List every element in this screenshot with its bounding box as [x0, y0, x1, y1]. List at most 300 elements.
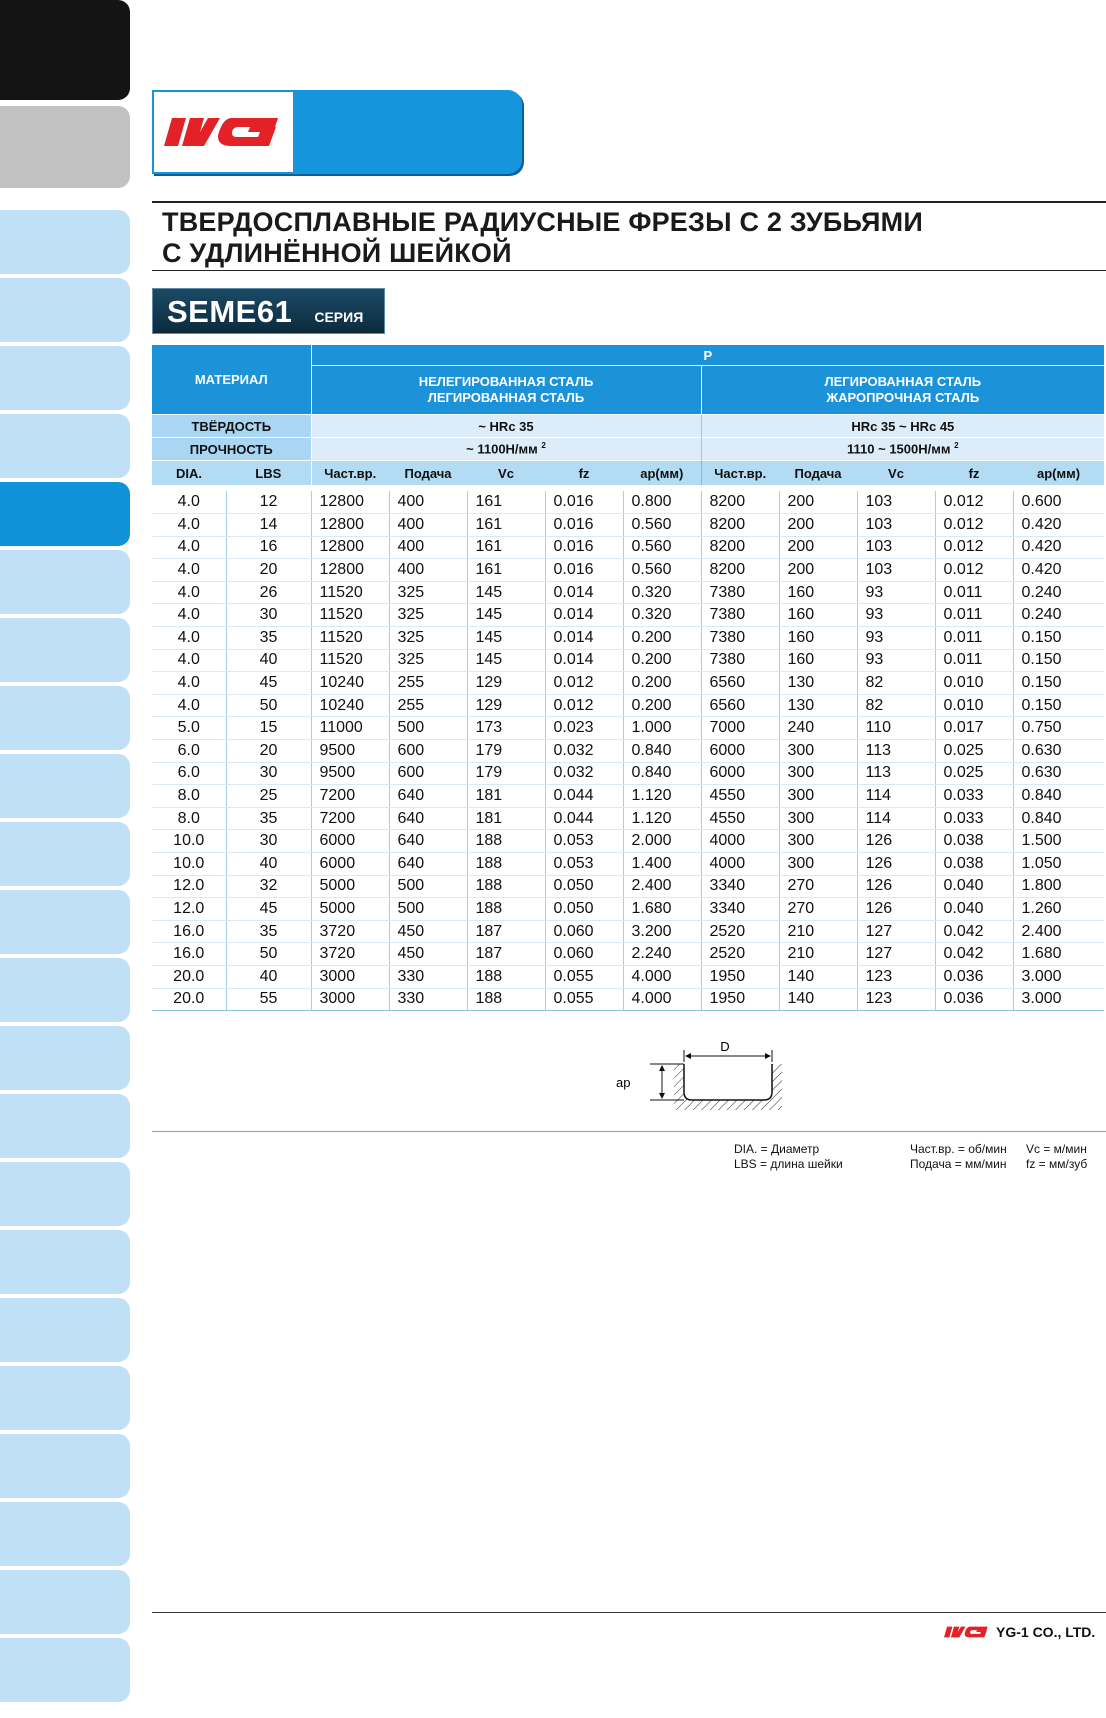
table-cell: 600 [389, 762, 467, 785]
side-tab [0, 618, 130, 682]
side-tab [0, 0, 130, 100]
table-cell: 0.036 [935, 965, 1013, 988]
table-cell: 9500 [311, 740, 389, 763]
table-cell: 26 [226, 581, 311, 604]
table-cell: 640 [389, 830, 467, 853]
table-cell: 0.016 [545, 491, 623, 514]
table-row [152, 491, 1104, 514]
table-cell: 0.012 [545, 694, 623, 717]
table-cell: 6000 [311, 853, 389, 876]
table-cell: 0.200 [623, 649, 701, 672]
table-row [152, 920, 1104, 943]
table-cell: 0.011 [935, 604, 1013, 627]
side-tab [0, 686, 130, 750]
table-row [152, 694, 1104, 717]
table-cell: 6000 [311, 830, 389, 853]
table-cell: 0.150 [1013, 627, 1104, 650]
column-header-row [152, 461, 1104, 486]
table-cell: 7000 [701, 717, 779, 740]
table-cell: 40 [226, 853, 311, 876]
table-cell: 181 [467, 785, 545, 808]
legend-fz: fz = мм/зуб [1026, 1157, 1088, 1171]
table-cell: 2520 [701, 920, 779, 943]
table-cell: 300 [779, 762, 857, 785]
table-cell: 240 [779, 717, 857, 740]
table-cell: 10240 [311, 694, 389, 717]
table-cell: 0.038 [935, 853, 1013, 876]
table-cell: 5000 [311, 898, 389, 921]
column-header: Vc [467, 461, 545, 486]
table-cell: 11520 [311, 604, 389, 627]
table-cell: 0.040 [935, 875, 1013, 898]
group2-header [701, 366, 1104, 415]
table-cell: 0.240 [1013, 581, 1104, 604]
table-cell: 82 [857, 672, 935, 695]
table-cell: 14 [226, 514, 311, 537]
table-cell: 4000 [701, 830, 779, 853]
table-cell: 55 [226, 988, 311, 1011]
table-cell: 25 [226, 785, 311, 808]
legend-col3 [1026, 1142, 1087, 1172]
table-cell: 11000 [311, 717, 389, 740]
table-cell: 16.0 [152, 920, 226, 943]
table-cell: 7380 [701, 649, 779, 672]
table-cell: 400 [389, 536, 467, 559]
side-tab [0, 278, 130, 342]
ap-label: ap [616, 1075, 631, 1090]
table-cell: 4.0 [152, 694, 226, 717]
table-cell: 450 [389, 943, 467, 966]
table-cell: 0.014 [545, 649, 623, 672]
table-cell: 30 [226, 604, 311, 627]
table-cell: 500 [389, 875, 467, 898]
column-header: Част.вр. [311, 461, 389, 486]
table-cell: 0.050 [545, 875, 623, 898]
table-cell: 110 [857, 717, 935, 740]
table-cell: 500 [389, 898, 467, 921]
title-top-rule [152, 201, 1106, 203]
table-cell: 188 [467, 988, 545, 1011]
table-cell: 20 [226, 740, 311, 763]
table-body [152, 491, 1104, 1011]
table-cell: 15 [226, 717, 311, 740]
table-cell: 2.400 [623, 875, 701, 898]
side-tab [0, 822, 130, 886]
table-cell: 188 [467, 830, 545, 853]
table-cell: 0.016 [545, 559, 623, 582]
table-cell: 126 [857, 853, 935, 876]
side-tab [0, 1366, 130, 1430]
table-row [152, 514, 1104, 537]
table-cell: 0.042 [935, 943, 1013, 966]
table-cell: 145 [467, 627, 545, 650]
table-cell: 0.036 [935, 988, 1013, 1011]
table-cell: 161 [467, 514, 545, 537]
table-cell: 129 [467, 694, 545, 717]
table-cell: 187 [467, 943, 545, 966]
table-cell: 1.120 [623, 807, 701, 830]
table-cell: 12800 [311, 536, 389, 559]
table-cell: 325 [389, 627, 467, 650]
column-header: ap(мм) [1013, 461, 1104, 486]
table-cell: 103 [857, 491, 935, 514]
legend-col2 [910, 1142, 1007, 1172]
table-row [152, 898, 1104, 921]
table-cell: 160 [779, 649, 857, 672]
table-cell: 20 [226, 559, 311, 582]
table-cell: 0.150 [1013, 694, 1104, 717]
table-cell: 0.200 [623, 627, 701, 650]
table-cell: 640 [389, 807, 467, 830]
table-cell: 0.033 [935, 785, 1013, 808]
yg-logo-icon [164, 112, 284, 152]
table-cell: 7380 [701, 581, 779, 604]
side-tab [0, 1026, 130, 1090]
table-cell: 270 [779, 875, 857, 898]
side-tab [0, 1434, 130, 1498]
table-cell: 82 [857, 694, 935, 717]
table-cell: 160 [779, 604, 857, 627]
material-header: МАТЕРИАЛ [152, 345, 311, 415]
table-cell: 300 [779, 807, 857, 830]
column-header: fz [935, 461, 1013, 486]
column-header: ap(мм) [623, 461, 701, 486]
table-cell: 0.010 [935, 694, 1013, 717]
table-cell: 0.025 [935, 740, 1013, 763]
group1-hardness: ~ HRc 35 [311, 415, 701, 438]
table-row [152, 830, 1104, 853]
table-cell: 12.0 [152, 898, 226, 921]
table-cell: 181 [467, 807, 545, 830]
table-cell: 140 [779, 965, 857, 988]
table-cell: 0.012 [545, 672, 623, 695]
table-cell: 0.800 [623, 491, 701, 514]
table-cell: 35 [226, 920, 311, 943]
table-cell: 140 [779, 988, 857, 1011]
ap-diagram [610, 1040, 790, 1115]
table-cell: 3340 [701, 875, 779, 898]
table-cell: 1950 [701, 965, 779, 988]
side-tab [0, 890, 130, 954]
table-cell: 93 [857, 627, 935, 650]
table-cell: 0.420 [1013, 559, 1104, 582]
table-cell: 4.000 [623, 965, 701, 988]
column-header: Подача [389, 461, 467, 486]
table-cell: 3.200 [623, 920, 701, 943]
table-cell: 3.000 [1013, 988, 1104, 1011]
table-cell: 300 [779, 830, 857, 853]
side-tab [0, 958, 130, 1022]
table-cell: 3000 [311, 988, 389, 1011]
group1-strength-exp: 2 [541, 441, 546, 451]
table-cell: 1.680 [623, 898, 701, 921]
legend-rule [152, 1131, 1106, 1132]
table-cell: 1.400 [623, 853, 701, 876]
table-cell: 0.600 [1013, 491, 1104, 514]
table-cell: 103 [857, 514, 935, 537]
table-cell: 0.016 [545, 514, 623, 537]
table-cell: 0.044 [545, 807, 623, 830]
table-cell: 0.017 [935, 717, 1013, 740]
table-cell: 6.0 [152, 762, 226, 785]
column-header: DIA. [152, 461, 226, 486]
table-cell: 8.0 [152, 785, 226, 808]
table-cell: 12800 [311, 491, 389, 514]
workpiece-hatch [674, 1064, 782, 1110]
table-cell: 4.0 [152, 627, 226, 650]
table-cell: 0.014 [545, 627, 623, 650]
table-cell: 7380 [701, 627, 779, 650]
series-word: СЕРИЯ [314, 309, 364, 325]
table-cell: 0.320 [623, 604, 701, 627]
column-header: Vc [857, 461, 935, 486]
table-cell: 103 [857, 559, 935, 582]
table-cell: 0.011 [935, 581, 1013, 604]
table-row [152, 762, 1104, 785]
table-cell: 20.0 [152, 965, 226, 988]
table-cell: 30 [226, 762, 311, 785]
table-cell: 450 [389, 920, 467, 943]
table-cell: 113 [857, 762, 935, 785]
table-cell: 400 [389, 514, 467, 537]
column-header: Подача [779, 461, 857, 486]
table-cell: 50 [226, 694, 311, 717]
table-cell: 0.630 [1013, 762, 1104, 785]
group2-strength-exp: 2 [954, 441, 959, 451]
table-cell: 8200 [701, 559, 779, 582]
legend-col1 [734, 1142, 843, 1172]
table-cell: 0.033 [935, 807, 1013, 830]
table-row [152, 943, 1104, 966]
table-cell: 40 [226, 965, 311, 988]
table-cell: 3720 [311, 920, 389, 943]
footer-brand [944, 1624, 1095, 1640]
table-row [152, 965, 1104, 988]
yg-logo [152, 90, 295, 174]
table-cell: 93 [857, 649, 935, 672]
table-cell: 0.014 [545, 604, 623, 627]
table-cell: 4.0 [152, 559, 226, 582]
group2-line1: ЛЕГИРОВАННАЯ СТАЛЬ [824, 374, 982, 389]
table-cell: 10240 [311, 672, 389, 695]
table-cell: 6560 [701, 694, 779, 717]
table-cell: 130 [779, 694, 857, 717]
table-cell: 4550 [701, 807, 779, 830]
page-title [162, 207, 923, 269]
table-cell: 6560 [701, 672, 779, 695]
table-cell: 161 [467, 559, 545, 582]
table-cell: 0.560 [623, 514, 701, 537]
table-cell: 500 [389, 717, 467, 740]
table-cell: 0.053 [545, 830, 623, 853]
table-cell: 4.0 [152, 536, 226, 559]
table-cell: 330 [389, 988, 467, 1011]
table-cell: 0.040 [935, 898, 1013, 921]
side-tab [0, 1298, 130, 1362]
table-cell: 300 [779, 785, 857, 808]
table-cell: 32 [226, 875, 311, 898]
legend-vc: Vc = м/мин [1026, 1142, 1087, 1156]
table-row [152, 627, 1104, 650]
column-header: fz [545, 461, 623, 486]
table-cell: 173 [467, 717, 545, 740]
table-cell: 50 [226, 943, 311, 966]
table-row [152, 581, 1104, 604]
side-tab [0, 106, 130, 188]
table-cell: 160 [779, 581, 857, 604]
side-tab [0, 482, 130, 546]
table-cell: 1.680 [1013, 943, 1104, 966]
table-cell: 1.050 [1013, 853, 1104, 876]
side-tab [0, 1570, 130, 1634]
table-cell: 4000 [701, 853, 779, 876]
table-cell: 0.200 [623, 694, 701, 717]
table-cell: 0.060 [545, 943, 623, 966]
table-cell: 0.012 [935, 536, 1013, 559]
table-cell: 1.800 [1013, 875, 1104, 898]
table-cell: 8200 [701, 536, 779, 559]
table-cell: 45 [226, 672, 311, 695]
table-cell: 0.150 [1013, 672, 1104, 695]
table-cell: 40 [226, 649, 311, 672]
table-cell: 600 [389, 740, 467, 763]
column-header: LBS [226, 461, 311, 486]
group2-strength [701, 438, 1104, 461]
legend-lbs: LBS = длина шейки [734, 1157, 843, 1171]
table-cell: 188 [467, 853, 545, 876]
table-cell: 0.560 [623, 536, 701, 559]
table-row [152, 672, 1104, 695]
table-cell: 0.840 [623, 762, 701, 785]
page-title-line1: ТВЕРДОСПЛАВНЫЕ РАДИУСНЫЕ ФРЕЗЫ С 2 ЗУБЬЯМИ [162, 207, 923, 237]
series-code: SEME61 [167, 294, 293, 329]
table-cell: 9500 [311, 762, 389, 785]
table-cell: 187 [467, 920, 545, 943]
side-tab [0, 346, 130, 410]
table-cell: 0.840 [623, 740, 701, 763]
table-cell: 0.240 [1013, 604, 1104, 627]
footer-company: YG-1 CO., LTD. [996, 1624, 1096, 1640]
table-cell: 0.011 [935, 649, 1013, 672]
table-cell: 2.000 [623, 830, 701, 853]
group2-line2: ЖАРОПРОЧНАЯ СТАЛЬ [826, 390, 980, 405]
table-cell: 7200 [311, 807, 389, 830]
table-cell: 8200 [701, 491, 779, 514]
table-cell: 2520 [701, 943, 779, 966]
group1-header [311, 366, 701, 415]
table-cell: 10.0 [152, 853, 226, 876]
table-cell: 123 [857, 988, 935, 1011]
group1-line1: НЕЛЕГИРОВАННАЯ СТАЛЬ [418, 374, 594, 389]
table-cell: 1.120 [623, 785, 701, 808]
table-row [152, 559, 1104, 582]
table-cell: 127 [857, 943, 935, 966]
table-cell: 0.060 [545, 920, 623, 943]
table-row [152, 649, 1104, 672]
table-cell: 103 [857, 536, 935, 559]
table-cell: 129 [467, 672, 545, 695]
table-cell: 0.055 [545, 965, 623, 988]
table-cell: 4.0 [152, 672, 226, 695]
side-tab [0, 1638, 130, 1702]
table-row [152, 785, 1104, 808]
side-tab [0, 414, 130, 478]
table-cell: 6000 [701, 740, 779, 763]
table-cell: 0.053 [545, 853, 623, 876]
cutting-data-table [152, 345, 1104, 1011]
legend-feed: Подача = мм/мин [910, 1157, 1007, 1171]
table-cell: 0.012 [935, 559, 1013, 582]
table-cell: 255 [389, 694, 467, 717]
table-cell: 325 [389, 649, 467, 672]
table-cell: 7380 [701, 604, 779, 627]
table-cell: 188 [467, 898, 545, 921]
table-cell: 130 [779, 672, 857, 695]
table-cell: 210 [779, 943, 857, 966]
table-cell: 2.400 [1013, 920, 1104, 943]
table-cell: 16.0 [152, 943, 226, 966]
table-cell: 30 [226, 830, 311, 853]
table-cell: 5000 [311, 875, 389, 898]
table-cell: 179 [467, 762, 545, 785]
table-cell: 0.012 [935, 514, 1013, 537]
legend-dia: DIA. = Диаметр [734, 1142, 820, 1156]
table-cell: 325 [389, 581, 467, 604]
table-cell: 12800 [311, 514, 389, 537]
table-cell: 0.032 [545, 762, 623, 785]
table-cell: 11520 [311, 627, 389, 650]
table-cell: 93 [857, 581, 935, 604]
table-cell: 145 [467, 604, 545, 627]
side-tab [0, 1094, 130, 1158]
table-cell: 5.0 [152, 717, 226, 740]
table-row [152, 807, 1104, 830]
table-cell: 3.000 [1013, 965, 1104, 988]
group1-line2: ЛЕГИРОВАННАЯ СТАЛЬ [427, 390, 585, 405]
table-cell: 300 [779, 853, 857, 876]
table-cell: 145 [467, 649, 545, 672]
hardness-label: ТВЁРДОСТЬ [152, 415, 311, 438]
side-tab [0, 1230, 130, 1294]
table-cell: 640 [389, 853, 467, 876]
table-cell: 0.023 [545, 717, 623, 740]
group-code-header: P [311, 345, 1104, 366]
table-row [152, 717, 1104, 740]
table-cell: 0.630 [1013, 740, 1104, 763]
table-cell: 126 [857, 875, 935, 898]
groove-profile [684, 1064, 772, 1100]
group2-strength-value: 1110 ~ 1500Н/мм [847, 441, 951, 457]
column-header: Част.вр. [701, 461, 779, 486]
table-cell: 45 [226, 898, 311, 921]
table-cell: 4550 [701, 785, 779, 808]
table-cell: 6000 [701, 762, 779, 785]
table-cell: 126 [857, 830, 935, 853]
table-cell: 0.840 [1013, 807, 1104, 830]
table-cell: 300 [779, 740, 857, 763]
table-cell: 0.560 [623, 559, 701, 582]
table-cell: 200 [779, 536, 857, 559]
table-cell: 400 [389, 559, 467, 582]
table-cell: 188 [467, 965, 545, 988]
table-cell: 11520 [311, 649, 389, 672]
table-cell: 4.0 [152, 491, 226, 514]
table-cell: 8200 [701, 514, 779, 537]
table-cell: 6.0 [152, 740, 226, 763]
table-cell: 8.0 [152, 807, 226, 830]
table-cell: 0.014 [545, 581, 623, 604]
table-cell: 0.840 [1013, 785, 1104, 808]
